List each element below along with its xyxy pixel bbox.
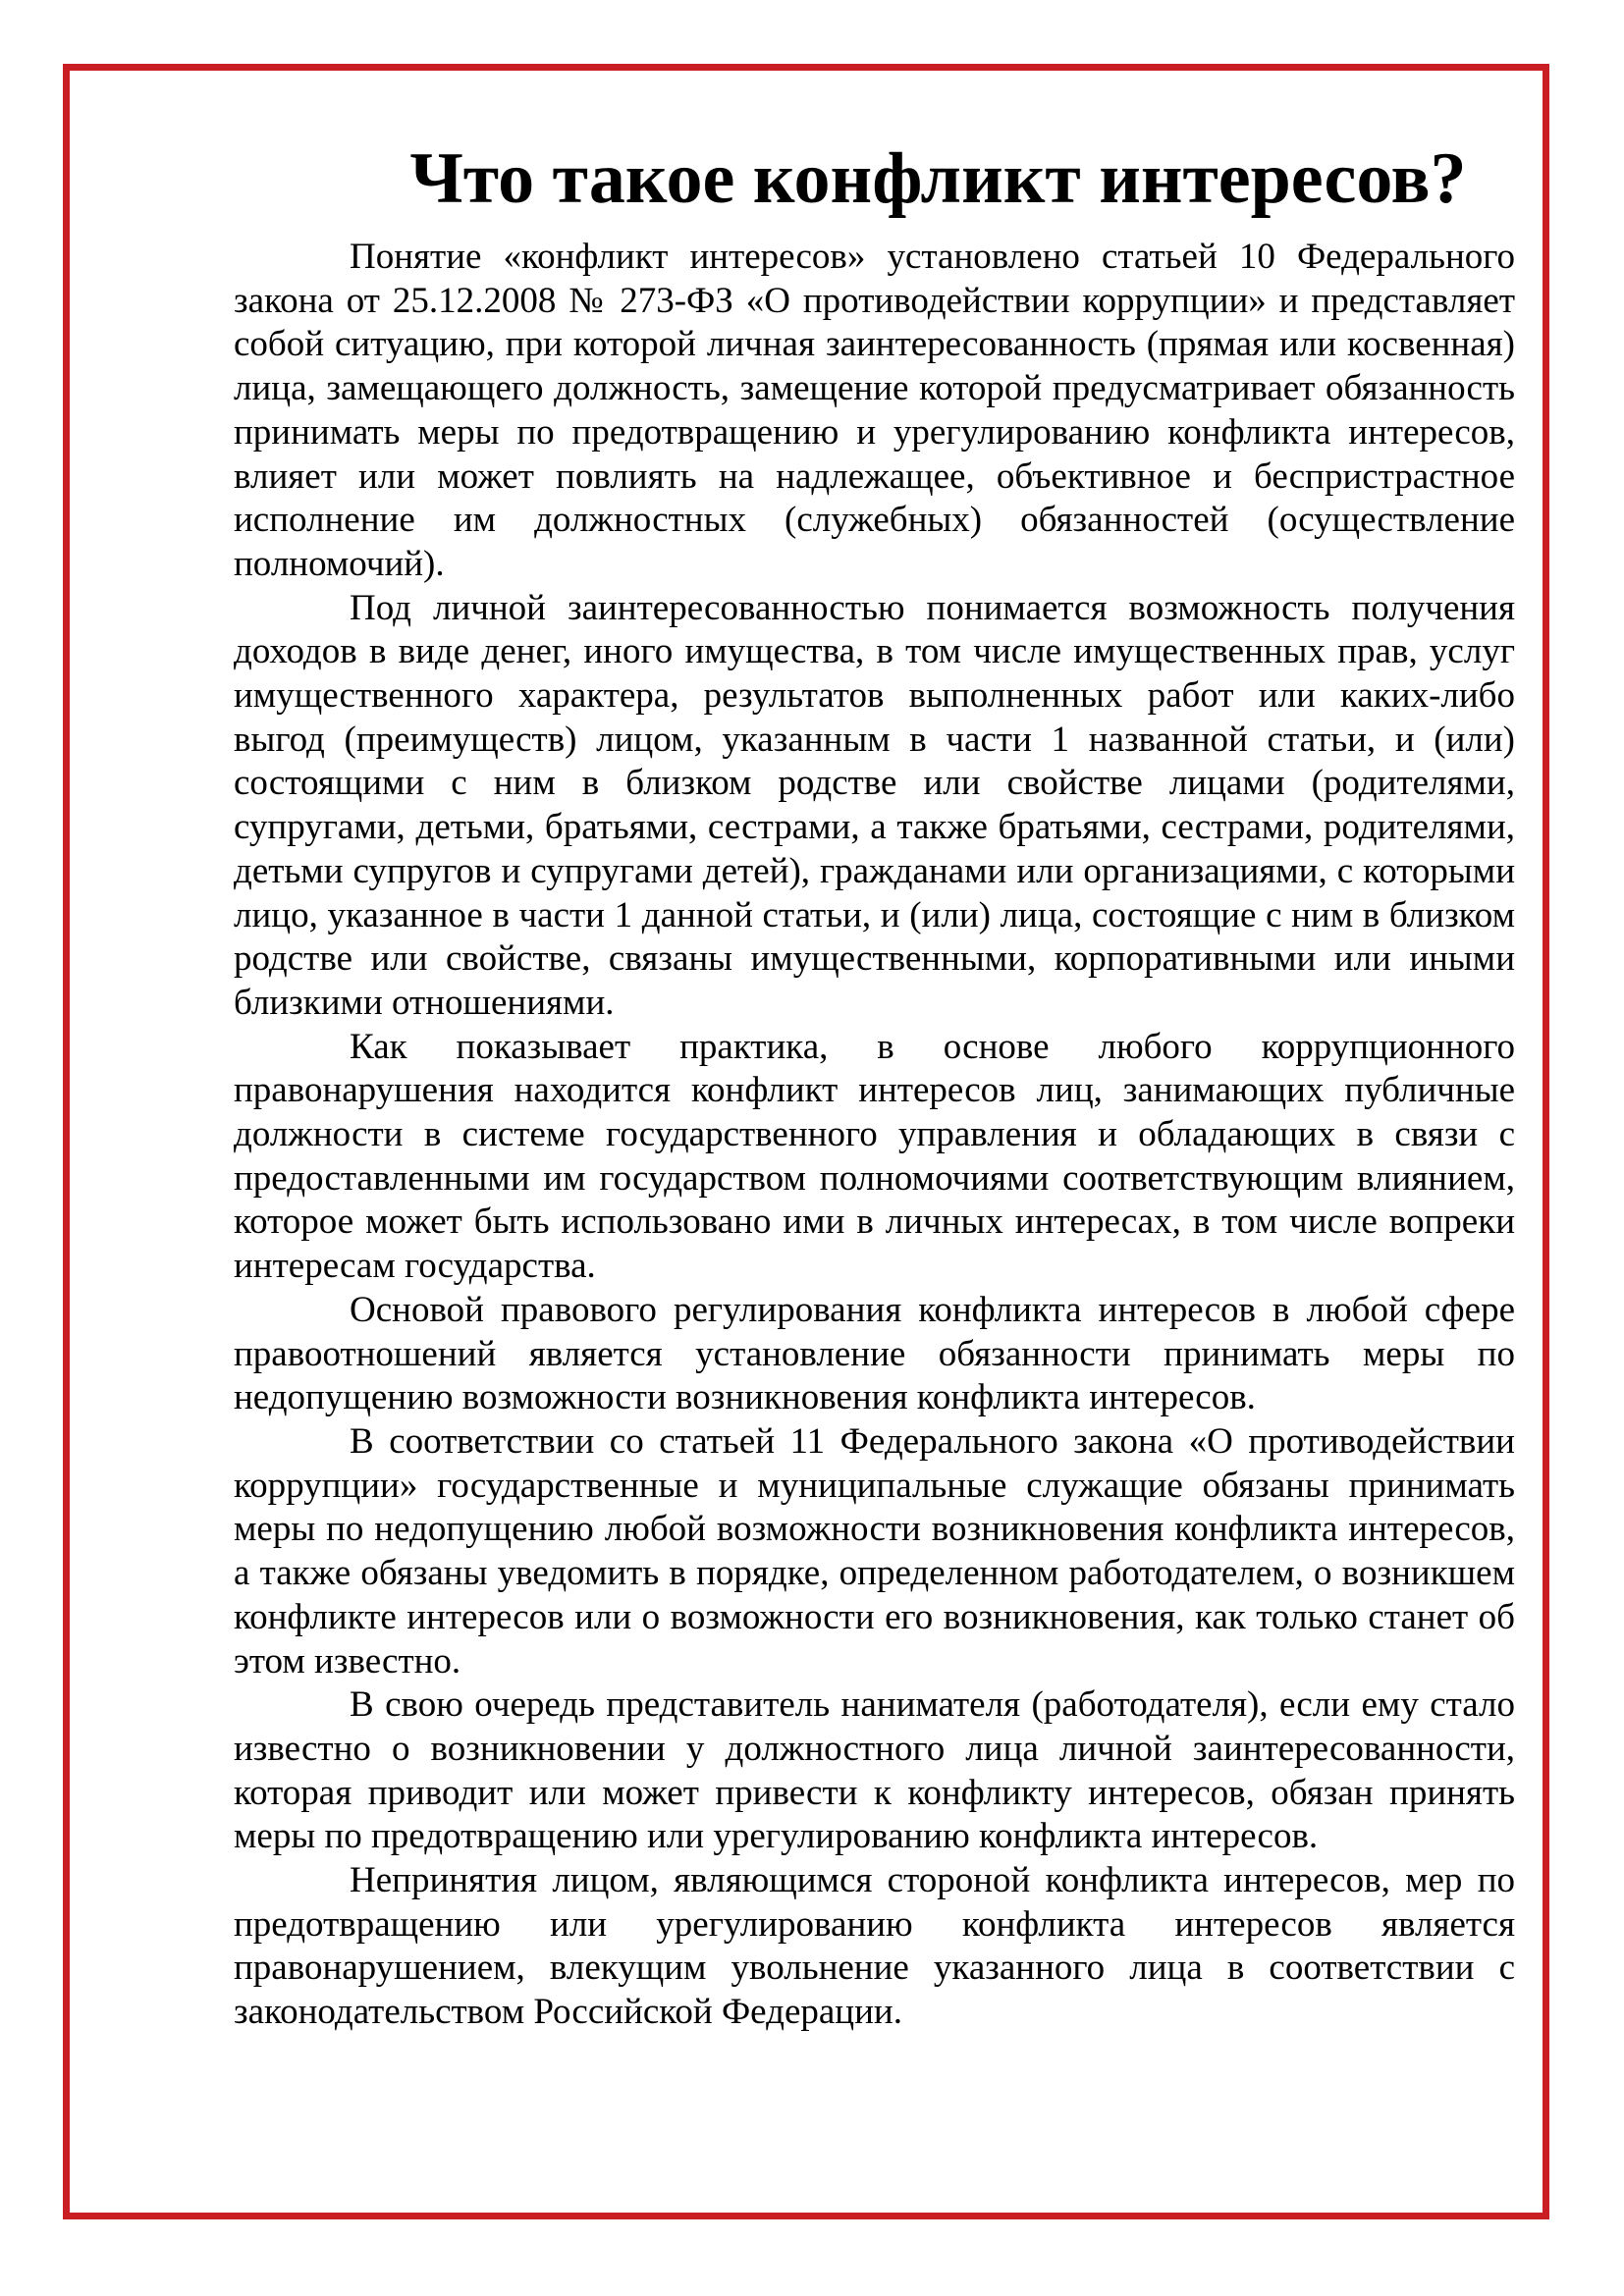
document-title: Что такое конфликт интересов? [409, 138, 1467, 219]
paragraph-7: Непринятия лицом, являющимся стороной конфликта интересов, мер по предотвращению или урегулированию конфликта интересов является правонарушением, влекущим увольнение указанного лица в соответствии с законодательством Российской Федерации. [234, 1860, 1515, 2033]
paragraph-6: В свою очередь представитель нанимателя (работодателя), если ему стало известно о возникновении у должностного лица личной заинтересованности, которая приводит или может привести к конфликту интересов, обязан принять меры по предотвращению или урегулированию конфликта интересов. [234, 1684, 1515, 1857]
paragraph-1: Понятие «конфликт интересов» установлено статьей 10 Федерального закона от 25.12.2008 № 273-ФЗ «О противодействии коррупции» и представляет собой ситуацию, при которой личная заинтересованность (прямая или косвенная) лица, замещающего должность, замещение которой предусматривает обязанность принимать меры по предотвращению и урегулированию конфликта интересов, влияет или может повлиять на надлежащее, объективное и беспристрастное исполнение им должностных (служебных) обязанностей (осуществление полномочий). [234, 237, 1515, 584]
document-body [234, 236, 1515, 2035]
paragraph-4: Основой правового регулирования конфликта интересов в любой сфере правоотношений является установление обязанности принимать меры по недопущению возможности возникновения конфликта интересов. [234, 1289, 1515, 1418]
paragraph-3: Как показывает практика, в основе любого коррупционного правонарушения находится конфликт интересов лиц, занимающих публичные должности в системе государственного управления и обладающих в связи с предоставленными им государством полномочиями соответствующим влиянием, которое может быть использовано ими в личных интересах, в том числе вопреки интересам государства. [234, 1026, 1515, 1287]
paragraph-2: Под личной заинтересованностью понимается возможность получения доходов в виде денег, иного имущества, в том числе имущественных прав, услуг имущественного характера, результатов выполненных работ или каких-либо выгод (преимуществ) лицом, указанным в части 1 названной статьи, и (или) состоящими с ним в близком родстве или свойстве лицами (родителями, супругами, детьми, братьями, сестрами, а также братьями, сестрами, родителями, детьми супругов и супругами детей), гражданами или организациями, с которыми лицо, указанное в части 1 данной статьи, и (или) лица, состоящие с ним в близком родстве или свойстве, связаны имущественными, корпоративными или иными близкими отношениями. [234, 587, 1515, 1023]
paragraph-5: В соответствии со статьей 11 Федерального закона «О противодействии коррупции» государственные и муниципальные служащие обязаны принимать меры по недопущению любой возможности возникновения конфликта интересов, а также обязаны уведомить в порядке, определенном работодателем, о возникшем конфликте интересов или о возможности его возникновения, как только станет об этом известно. [234, 1420, 1515, 1682]
